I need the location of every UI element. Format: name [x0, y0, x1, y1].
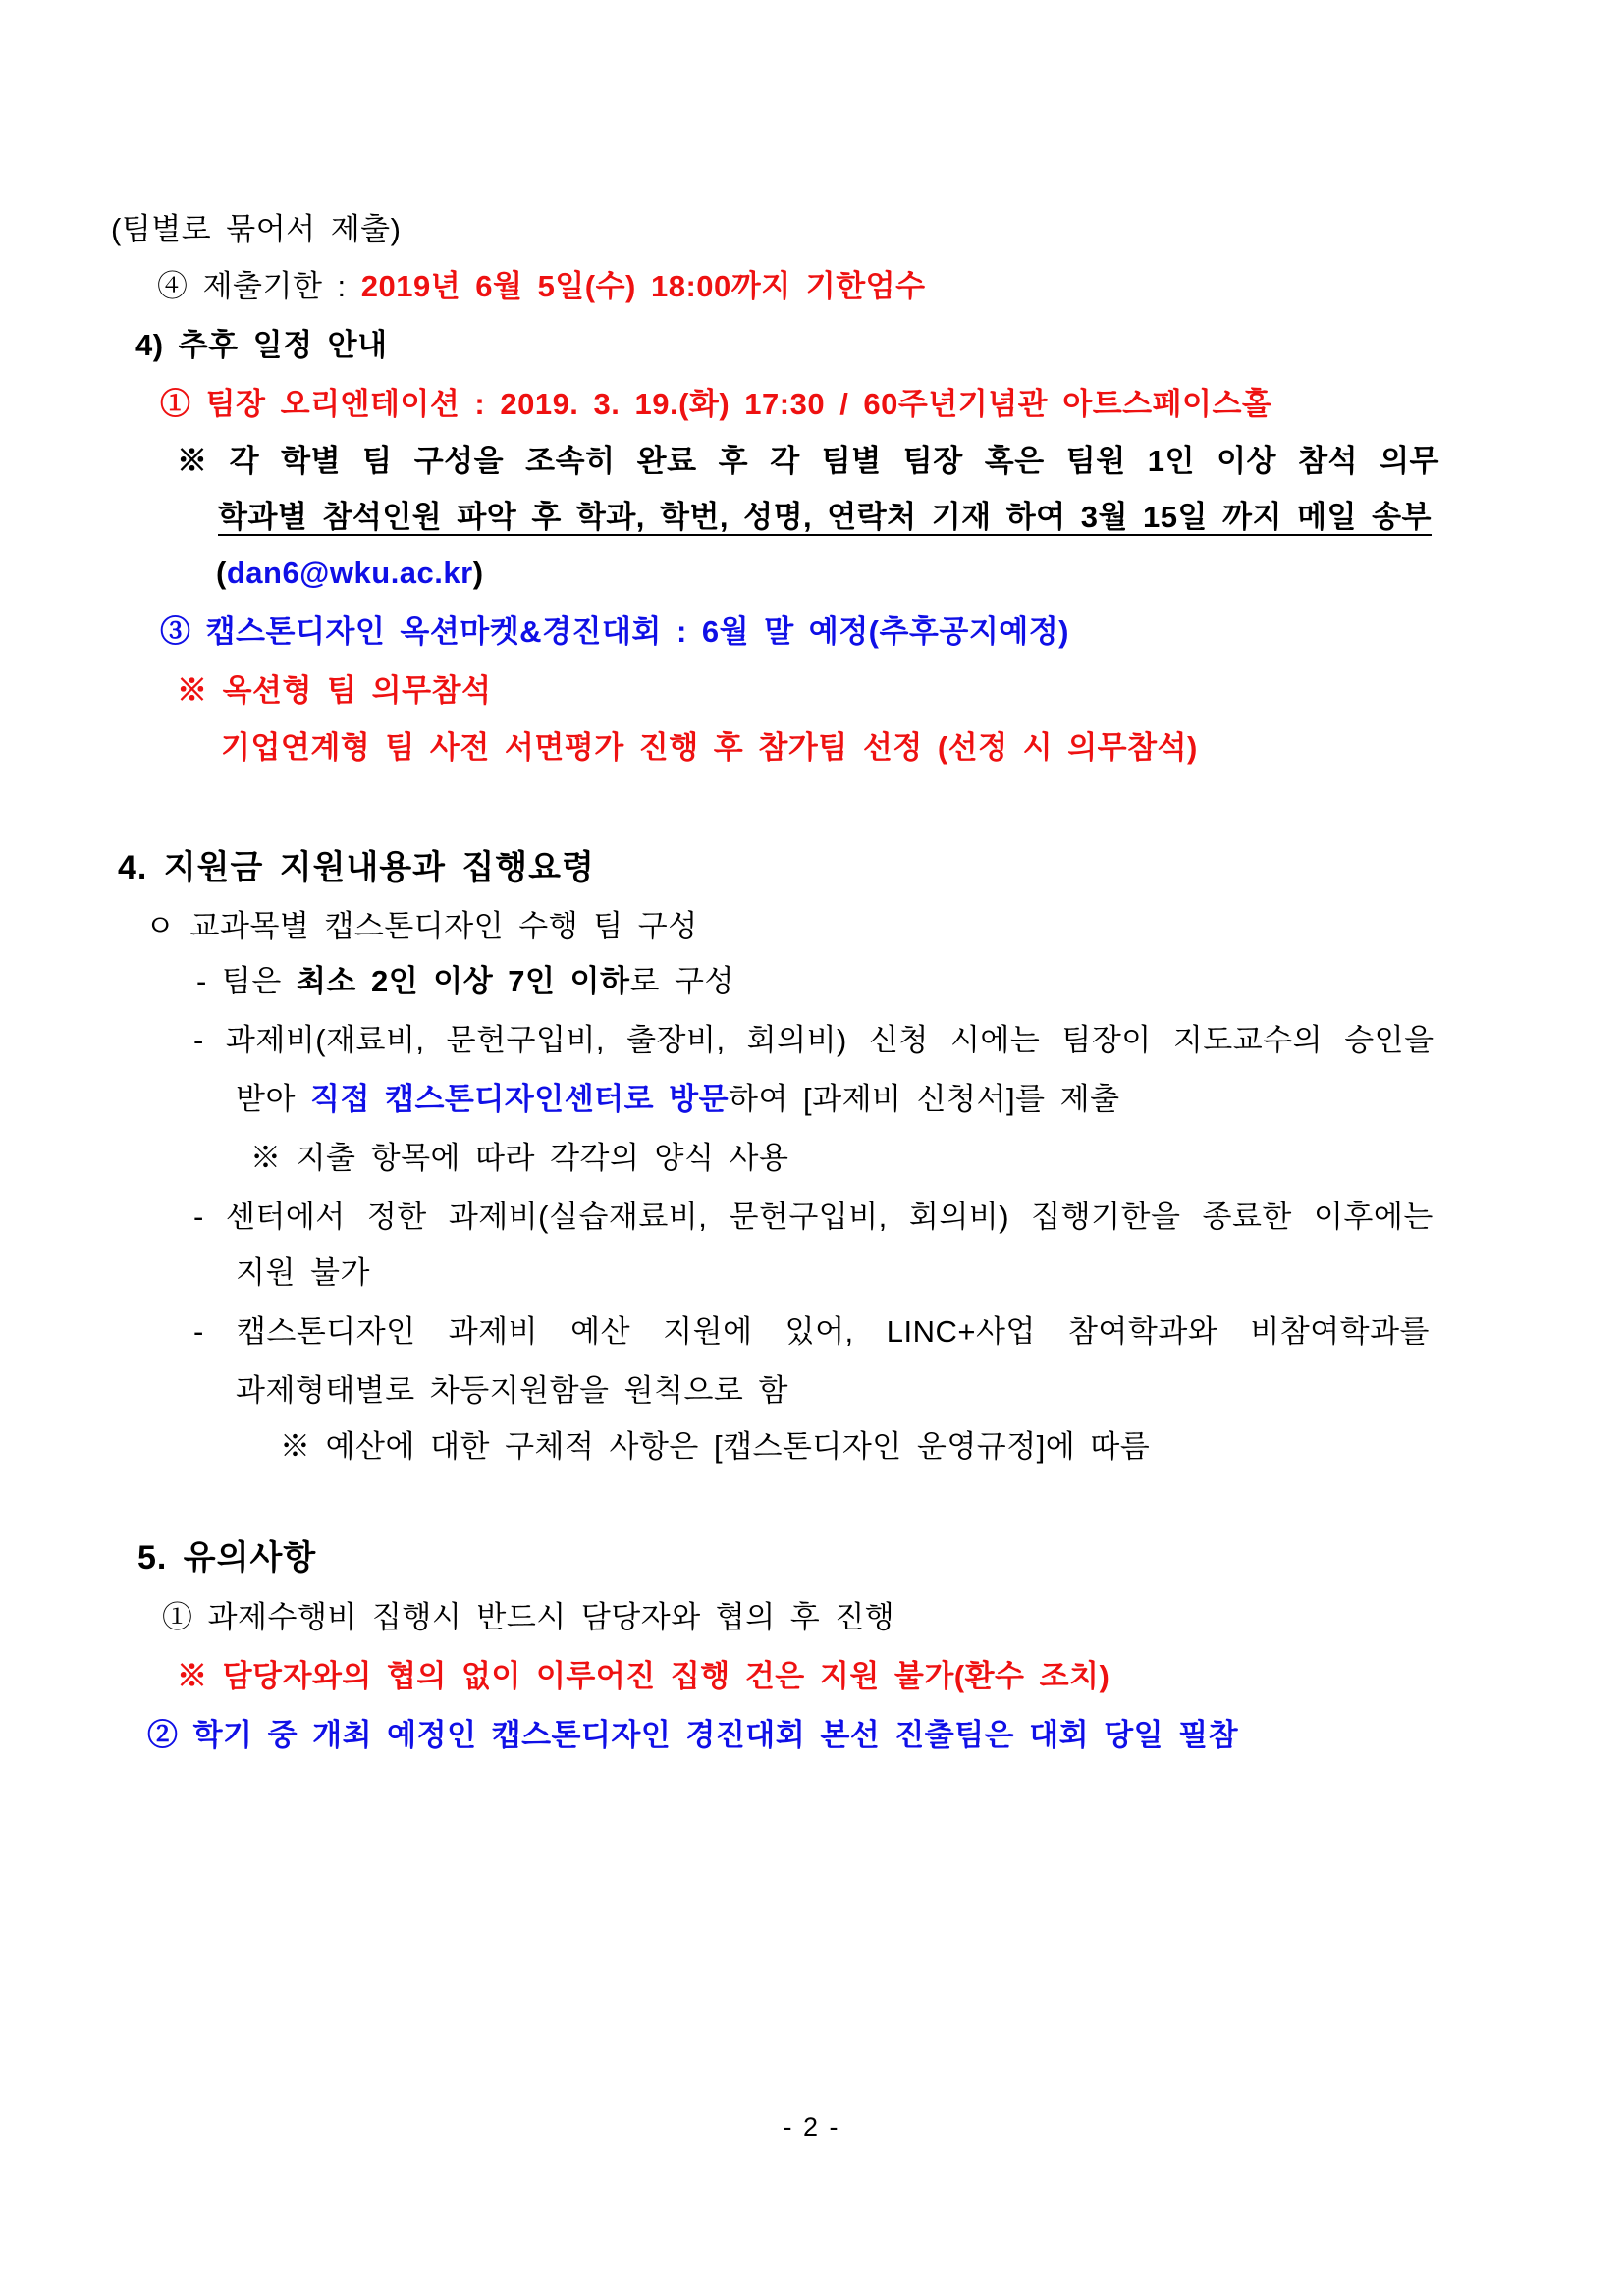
expense-line2-visit: 직접 캡스톤디자인센터로 방문 [310, 1082, 730, 1116]
expense-line2-pre: 받아 [236, 1082, 311, 1116]
company-team-line: 기업연계형 팀 사전 서면평가 진행 후 참가팀 선정 (선정 시 의무참석) [221, 730, 1198, 765]
team-size-bold: 최소 2인 이상 7인 이하 [296, 964, 630, 998]
team-bundle-note: (팀별로 묶어서 제출) [111, 212, 402, 246]
email-paren-close: ) [472, 556, 484, 590]
team-size-post: 로 구성 [629, 964, 734, 998]
email-paren-open: ( [216, 556, 227, 590]
linc-line-2: 과제형태별로 차등지원함을 원칙으로 함 [236, 1373, 788, 1408]
expense-line2-post: 하여 [과제비 신청서]를 제출 [729, 1082, 1120, 1116]
email-line [216, 552, 484, 595]
attendance-duty-line: ※ 각 학별 팀 구성을 조속히 완료 후 각 팀별 팀장 혹은 팀원 1인 이상 참석 의무 [177, 444, 1439, 478]
deadline-label: ④ 제출기한 : [157, 269, 361, 303]
center-deadline-line-1: - 센터에서 정한 과제비(실습재료비, 문헌구입비, 회의비) 집행기한을 종료한 이후에는 [193, 1200, 1434, 1234]
auction-duty-line: ※ 옥션형 팀 의무참석 [177, 673, 492, 708]
budget-note-line: ※ 예산에 대한 구체적 사항은 [캡스톤디자인 운영규정]에 따름 [280, 1429, 1151, 1464]
orientation-line: ① 팀장 오리엔테이션 : 2019. 3. 19.(화) 17:30 / 60주년기념관 아트스페이스홀 [160, 387, 1272, 421]
section4-heading: 4. 지원금 지원내용과 집행요령 [118, 849, 595, 886]
email-address: dan6@wku.ac.kr [226, 556, 473, 590]
page-number: - 2 - [783, 2112, 840, 2142]
section5-heading: 5. 유의사항 [137, 1539, 317, 1576]
expense-line-1: - 과제비(재료비, 문헌구입비, 출장비, 회의비) 신청 시에는 팀장이 지도교수의 승인을 [193, 1023, 1434, 1057]
form-note-line: ※ 지출 항목에 따라 각각의 양식 사용 [250, 1141, 789, 1175]
linc-line-1: - 캡스톤디자인 과제비 예산 지원에 있어, LINC+사업 참여학과와 비참여학과를 [193, 1314, 1431, 1349]
team-compose-line: ㅇ 교과목별 캡스톤디자인 수행 팀 구성 [145, 909, 698, 943]
final-attendance-line: ② 학기 중 개최 예정인 캡스톤디자인 경진대회 본선 진출팀은 대회 당일 필참 [147, 1718, 1239, 1752]
consult-line: ① 과제수행비 집행시 반드시 담당자와 협의 후 진행 [162, 1600, 895, 1634]
auction-line: ③ 캡스톤디자인 옥션마켓&경진대회 : 6월 말 예정(추후공지예정) [160, 614, 1069, 649]
center-deadline-line-2: 지원 불가 [236, 1255, 370, 1290]
schedule-heading: 4) 추후 일정 안내 [135, 328, 388, 362]
mail-send-line: 학과별 참석인원 파악 후 학과, 학번, 성명, 연락처 기재 하여 3월 15일 까지 메일 송부 [218, 500, 1432, 534]
deadline-value: 2019년 6월 5일(수) 18:00까지 기한엄수 [360, 269, 926, 303]
team-size-pre: - 팀은 [196, 964, 297, 998]
deadline-line [157, 265, 926, 308]
no-consult-warning: ※ 담당자와의 협의 없이 이루어진 집행 건은 지원 불가(환수 조치) [177, 1659, 1110, 1693]
team-size-line [196, 960, 734, 1003]
expense-line-2 [236, 1078, 1120, 1121]
